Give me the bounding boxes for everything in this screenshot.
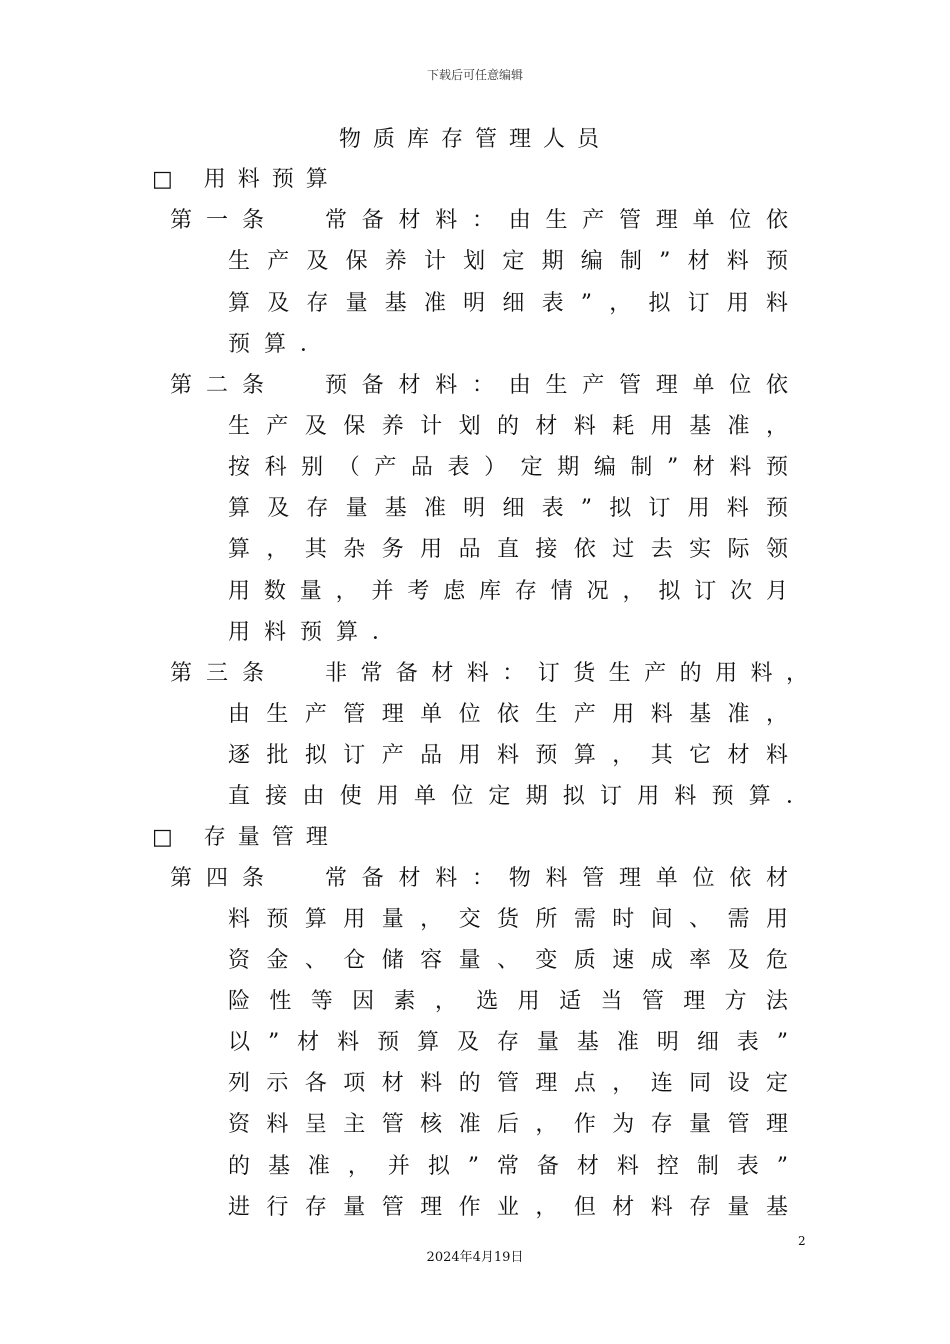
article-line: 用料预算．	[228, 620, 409, 645]
article-line: 预算．	[228, 332, 337, 357]
article-line: 按科别（产品表）定期编制”材料预	[228, 455, 788, 480]
article-line: 算及存量基准明细表”拟订用料预	[228, 496, 788, 521]
article-line: 用数量，并考虑库存情况，拟订次月	[228, 579, 788, 604]
article-line: 进行存量管理作业，但材料存量基	[228, 1195, 788, 1220]
article-line: 逐批拟订产品用料预算，其它材料	[228, 743, 788, 768]
section-budget: □ 用料预算	[152, 167, 340, 192]
footer-date: 2024年4月19日	[426, 1250, 524, 1265]
article-line: 资金、仓储容量、变质速成率及危	[228, 948, 788, 973]
article-line: 直接由使用单位定期拟订用料预算．	[228, 784, 808, 809]
article-line: 非常备材料：订货生产的用料，	[325, 661, 808, 686]
article-line: 生产及保养计划定期编制”材料预	[228, 249, 788, 274]
article-line: 算及存量基准明细表”，拟订用料	[228, 291, 788, 316]
article-label: 第四条	[170, 866, 279, 891]
article-line: 算，其杂务用品直接依过去实际领	[228, 537, 788, 562]
article-line: 以”材料预算及存量基准明细表”	[228, 1030, 788, 1055]
article-line: 常备材料：物料管理单位依材	[325, 866, 788, 891]
article-1	[170, 203, 788, 234]
article-line: 列示各项材料的管理点，连同设定	[228, 1071, 788, 1096]
article-3	[170, 656, 808, 687]
page-header: 下载后可任意编辑	[426, 68, 523, 82]
article-line: 险性等因素，选用适当管理方法	[228, 989, 788, 1014]
article-label: 第二条	[170, 373, 279, 398]
article-4	[170, 861, 788, 892]
article-label: 第三条	[170, 661, 279, 686]
article-label: 第一条	[170, 208, 279, 233]
page-number: 2	[798, 1234, 806, 1248]
article-line: 料预算用量，交货所需时间、需用	[228, 907, 788, 932]
article-line: 常备材料：由生产管理单位依	[325, 208, 788, 233]
section-stock: □ 存量管理	[152, 825, 340, 850]
article-line: 的基准，并拟”常备材料控制表”	[228, 1154, 788, 1179]
article-line: 由生产管理单位依生产用料基准，	[228, 702, 788, 727]
document-title: 物质库存管理人员	[338, 127, 611, 152]
article-line: 资料呈主管核准后，作为存量管理	[228, 1112, 788, 1137]
article-2	[170, 368, 788, 399]
article-line: 预备材料：由生产管理单位依	[325, 373, 788, 398]
article-line: 生产及保养计划的材料耗用基准，	[228, 414, 788, 439]
